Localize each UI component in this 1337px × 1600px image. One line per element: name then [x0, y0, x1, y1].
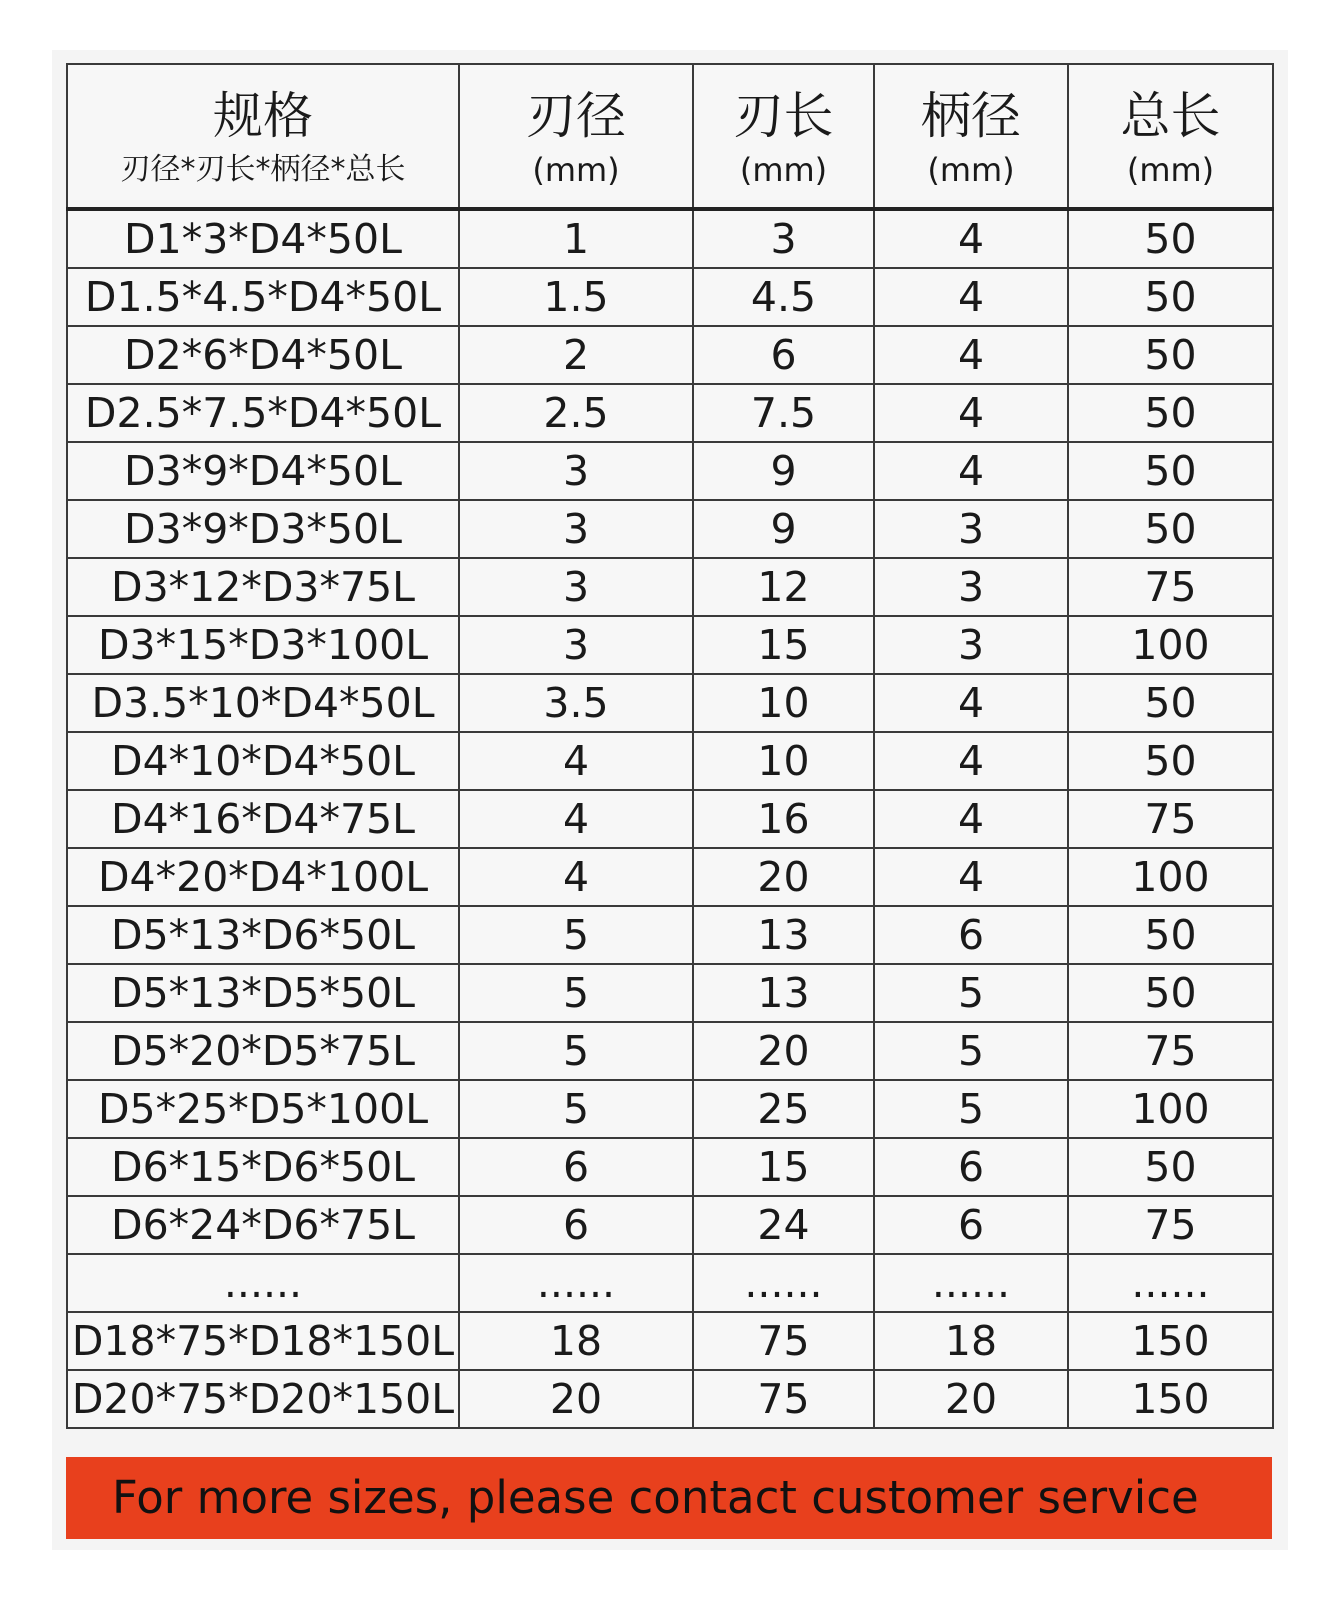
cell-blade-length: 10 [693, 732, 874, 790]
cell-overall-length: 50 [1068, 442, 1273, 500]
cell-shank-diameter: 3 [874, 558, 1068, 616]
cell-spec: D5*20*D5*75L [67, 1022, 459, 1080]
cell-overall-length: 50 [1068, 1138, 1273, 1196]
cell-blade-length: 13 [693, 964, 874, 1022]
cell-shank-diameter: 4 [874, 326, 1068, 384]
cell-spec: D2*6*D4*50L [67, 326, 459, 384]
cell-blade-length: 20 [693, 848, 874, 906]
cell-spec: D5*25*D5*100L [67, 1080, 459, 1138]
cell-shank-diameter: 3 [874, 500, 1068, 558]
spec-table [66, 63, 1274, 1429]
cell-shank-diameter: 5 [874, 964, 1068, 1022]
cell-blade-diameter: 3 [459, 442, 693, 500]
cell-overall-length: 75 [1068, 558, 1273, 616]
cell-blade-length: 75 [693, 1312, 874, 1370]
cell-overall-length: 150 [1068, 1370, 1273, 1428]
header-spec-subtitle: 刃径*刃长*柄径*总长 [120, 152, 406, 187]
cell-spec: D5*13*D6*50L [67, 906, 459, 964]
cell-shank-diameter: 4 [874, 268, 1068, 326]
cell-shank-diameter: 4 [874, 674, 1068, 732]
cell-spec: D1*3*D4*50L [67, 209, 459, 268]
cell-overall-length: 150 [1068, 1312, 1273, 1370]
cell-spec: D5*13*D5*50L [67, 964, 459, 1022]
cell-blade-length: 12 [693, 558, 874, 616]
cell-blade-diameter: 20 [459, 1370, 693, 1428]
header-overall-length-title: 总长 [1120, 87, 1221, 145]
cell-blade-diameter: 1 [459, 209, 693, 268]
table-row [67, 848, 1273, 906]
cell-overall-length: 50 [1068, 964, 1273, 1022]
table-row [67, 500, 1273, 558]
cell-blade-length: 7.5 [693, 384, 874, 442]
cell-blade-length: 3 [693, 209, 874, 268]
cell-spec: D4*16*D4*75L [67, 790, 459, 848]
contact-banner: For more sizes, please contact customer service [66, 1457, 1272, 1539]
cell-blade-length: 9 [693, 500, 874, 558]
cell-blade-diameter: 5 [459, 964, 693, 1022]
cell-blade-length: 25 [693, 1080, 874, 1138]
cell-shank-diameter: 5 [874, 1022, 1068, 1080]
cell-overall-length: 50 [1068, 906, 1273, 964]
cell-shank-diameter: 3 [874, 616, 1068, 674]
cell-spec: D3*12*D3*75L [67, 558, 459, 616]
header-blade-diameter-unit: (mm) [532, 151, 620, 189]
cell-shank-diameter: 20 [874, 1370, 1068, 1428]
table-row [67, 384, 1273, 442]
table-row [67, 790, 1273, 848]
cell-overall-length: 100 [1068, 616, 1273, 674]
header-shank-diameter-unit: (mm) [927, 151, 1015, 189]
header-overall-length-unit: (mm) [1126, 151, 1215, 189]
cell-overall-length: 50 [1068, 209, 1273, 268]
cell-shank-diameter: 4 [874, 732, 1068, 790]
cell-overall-length: 100 [1068, 1080, 1273, 1138]
header-overall-length [1068, 64, 1273, 209]
cell-blade-diameter: 3 [459, 558, 693, 616]
cell-blade-length: 24 [693, 1196, 874, 1254]
cell-blade-diameter: 3 [459, 616, 693, 674]
cell-blade-diameter: 4 [459, 732, 693, 790]
cell-blade-length: 16 [693, 790, 874, 848]
cell-overall-length: ...... [1068, 1254, 1273, 1312]
cell-shank-diameter: 4 [874, 790, 1068, 848]
header-spec [67, 64, 459, 209]
cell-overall-length: 50 [1068, 732, 1273, 790]
cell-blade-diameter: 3 [459, 500, 693, 558]
cell-spec: ...... [67, 1254, 459, 1312]
table-row [67, 616, 1273, 674]
cell-overall-length: 50 [1068, 326, 1273, 384]
cell-blade-diameter: 5 [459, 906, 693, 964]
cell-blade-diameter: 6 [459, 1138, 693, 1196]
cell-shank-diameter: 4 [874, 442, 1068, 500]
cell-blade-length: 4.5 [693, 268, 874, 326]
table-row [67, 1312, 1273, 1370]
cell-shank-diameter: 6 [874, 1196, 1068, 1254]
cell-blade-diameter: 2.5 [459, 384, 693, 442]
cell-overall-length: 50 [1068, 268, 1273, 326]
cell-blade-diameter: 4 [459, 848, 693, 906]
header-shank-diameter [874, 64, 1068, 209]
cell-blade-length: 75 [693, 1370, 874, 1428]
cell-blade-diameter: 6 [459, 1196, 693, 1254]
cell-spec: D3*15*D3*100L [67, 616, 459, 674]
table-row [67, 1080, 1273, 1138]
header-shank-diameter-title: 柄径 [921, 87, 1021, 145]
cell-spec: D6*15*D6*50L [67, 1138, 459, 1196]
table-row [67, 1370, 1273, 1428]
header-spec-title: 规格 [213, 87, 313, 145]
table-row [67, 326, 1273, 384]
cell-shank-diameter: 6 [874, 906, 1068, 964]
cell-blade-diameter: 5 [459, 1080, 693, 1138]
cell-blade-length: 15 [693, 616, 874, 674]
cell-shank-diameter: 6 [874, 1138, 1068, 1196]
cell-overall-length: 50 [1068, 500, 1273, 558]
cell-shank-diameter: ...... [874, 1254, 1068, 1312]
cell-spec: D2.5*7.5*D4*50L [67, 384, 459, 442]
cell-blade-length: 6 [693, 326, 874, 384]
cell-blade-diameter: 1.5 [459, 268, 693, 326]
cell-blade-length: 13 [693, 906, 874, 964]
cell-shank-diameter: 4 [874, 848, 1068, 906]
cell-spec: D4*20*D4*100L [67, 848, 459, 906]
table-row [67, 442, 1273, 500]
cell-blade-length: 10 [693, 674, 874, 732]
cell-overall-length: 50 [1068, 674, 1273, 732]
cell-spec: D18*75*D18*150L [67, 1312, 459, 1370]
spec-table-body [67, 209, 1273, 1428]
cell-blade-length: 9 [693, 442, 874, 500]
header-blade-length-title: 刃长 [733, 87, 834, 145]
table-row [67, 1196, 1273, 1254]
cell-spec: D3*9*D3*50L [67, 500, 459, 558]
cell-spec: D6*24*D6*75L [67, 1196, 459, 1254]
header-row [67, 64, 1273, 209]
cell-blade-diameter: ...... [459, 1254, 693, 1312]
cell-blade-length: ...... [693, 1254, 874, 1312]
table-row [67, 674, 1273, 732]
table-row [67, 209, 1273, 268]
table-row [67, 1138, 1273, 1196]
cell-shank-diameter: 5 [874, 1080, 1068, 1138]
header-blade-length [693, 64, 874, 209]
cell-blade-length: 15 [693, 1138, 874, 1196]
cell-shank-diameter: 4 [874, 384, 1068, 442]
cell-spec: D3*9*D4*50L [67, 442, 459, 500]
header-blade-diameter-title: 刃径 [526, 87, 626, 145]
table-row [67, 1254, 1273, 1312]
cell-shank-diameter: 18 [874, 1312, 1068, 1370]
cell-overall-length: 75 [1068, 790, 1273, 848]
cell-blade-length: 20 [693, 1022, 874, 1080]
table-row [67, 558, 1273, 616]
cell-spec: D1.5*4.5*D4*50L [67, 268, 459, 326]
table-row [67, 732, 1273, 790]
cell-overall-length: 75 [1068, 1196, 1273, 1254]
table-row [67, 906, 1273, 964]
table-row [67, 964, 1273, 1022]
table-row [67, 1022, 1273, 1080]
cell-shank-diameter: 4 [874, 209, 1068, 268]
cell-spec: D3.5*10*D4*50L [67, 674, 459, 732]
table-row [67, 268, 1273, 326]
cell-blade-diameter: 3.5 [459, 674, 693, 732]
cell-blade-diameter: 4 [459, 790, 693, 848]
cell-overall-length: 100 [1068, 848, 1273, 906]
cell-blade-diameter: 2 [459, 326, 693, 384]
header-blade-length-unit: (mm) [739, 151, 828, 189]
cell-blade-diameter: 18 [459, 1312, 693, 1370]
cell-blade-diameter: 5 [459, 1022, 693, 1080]
cell-overall-length: 50 [1068, 384, 1273, 442]
cell-spec: D4*10*D4*50L [67, 732, 459, 790]
header-blade-diameter [459, 64, 693, 209]
cell-spec: D20*75*D20*150L [67, 1370, 459, 1428]
cell-overall-length: 75 [1068, 1022, 1273, 1080]
